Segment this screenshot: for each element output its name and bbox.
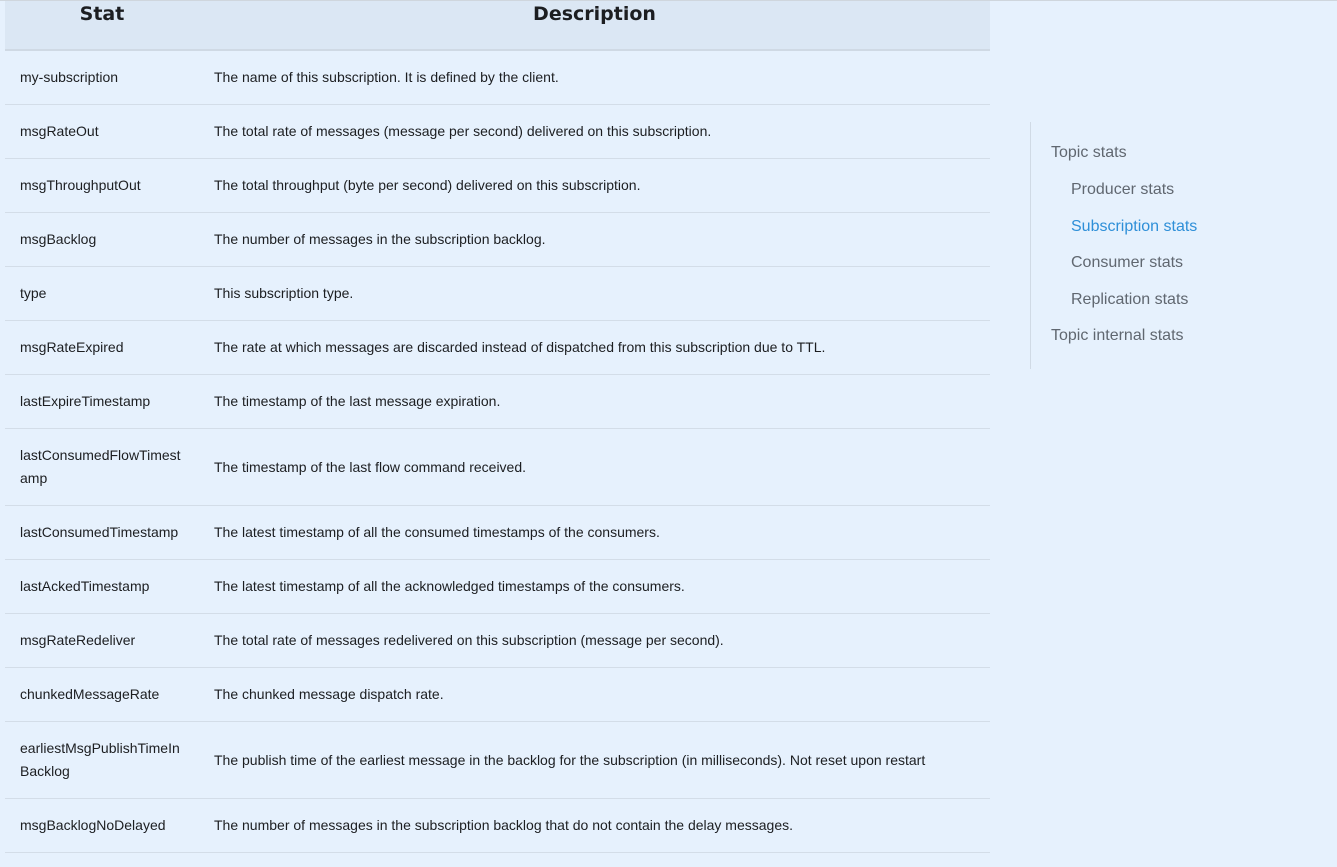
- table-of-contents: [1030, 122, 1330, 369]
- table-row: [5, 375, 990, 429]
- description-cell: This subscription type.: [199, 267, 990, 321]
- description-cell: The timestamp of the last flow command received.: [199, 429, 990, 506]
- table-header-row: [5, 1, 990, 50]
- description-cell: The publish time of the earliest message in the backlog for the subscription (in milliseconds). Not reset upon restart: [199, 722, 990, 799]
- stat-cell: lastExpireTimestamp: [5, 375, 199, 429]
- stat-cell: msgBacklog: [5, 213, 199, 267]
- toc-item-topic-internal-stats[interactable]: Topic internal stats: [1051, 327, 1184, 344]
- stat-cell: msgRateOut: [5, 105, 199, 159]
- stat-cell: type: [5, 267, 199, 321]
- table-row: [5, 159, 990, 213]
- table-row: [5, 429, 990, 506]
- stat-cell: msgRateRedeliver: [5, 614, 199, 668]
- table-row: [5, 614, 990, 668]
- subscription-stats-table: [5, 1, 990, 853]
- toc-item-consumer-stats[interactable]: Consumer stats: [1071, 254, 1184, 271]
- table-row: [5, 267, 990, 321]
- toc-item-replication-stats[interactable]: Replication stats: [1071, 291, 1189, 308]
- stat-cell: lastConsumedTimestamp: [5, 506, 199, 560]
- table-row: [5, 50, 990, 105]
- table-row: [5, 799, 990, 853]
- description-cell: The number of messages in the subscription backlog that do not contain the delay messages.: [199, 799, 990, 853]
- header-description: Description: [199, 1, 990, 50]
- description-cell: The rate at which messages are discarded instead of dispatched from this subscription due to TTL.: [199, 321, 990, 375]
- toc-item-subscription-stats[interactable]: Subscription stats: [1071, 218, 1198, 235]
- table-row: [5, 105, 990, 159]
- table-row: [5, 722, 990, 799]
- table-row: [5, 560, 990, 614]
- stat-cell: msgThroughputOut: [5, 159, 199, 213]
- description-cell: The timestamp of the last message expiration.: [199, 375, 990, 429]
- toc-item-producer-stats[interactable]: Producer stats: [1071, 181, 1175, 198]
- description-cell: The chunked message dispatch rate.: [199, 668, 990, 722]
- table-row: [5, 321, 990, 375]
- table-row: [5, 668, 990, 722]
- description-cell: The name of this subscription. It is defined by the client.: [199, 50, 990, 105]
- stat-cell: chunkedMessageRate: [5, 668, 199, 722]
- stat-cell: my-subscription: [5, 50, 199, 105]
- description-cell: The total rate of messages (message per second) delivered on this subscription.: [199, 105, 990, 159]
- table-row: [5, 506, 990, 560]
- description-cell: The latest timestamp of all the consumed timestamps of the consumers.: [199, 506, 990, 560]
- stat-cell: msgBacklogNoDelayed: [5, 799, 199, 853]
- header-stat: Stat: [5, 1, 199, 50]
- description-cell: The total throughput (byte per second) delivered on this subscription.: [199, 159, 990, 213]
- description-cell: The total rate of messages redelivered on this subscription (message per second).: [199, 614, 990, 668]
- description-cell: The latest timestamp of all the acknowledged timestamps of the consumers.: [199, 560, 990, 614]
- description-cell: The number of messages in the subscription backlog.: [199, 213, 990, 267]
- stat-cell: lastConsumedFlowTimestamp: [5, 429, 199, 506]
- stat-cell: earliestMsgPublishTimeInBacklog: [5, 722, 199, 799]
- toc-item-topic-stats[interactable]: Topic stats: [1051, 144, 1127, 161]
- table-row: [5, 213, 990, 267]
- stat-cell: lastAckedTimestamp: [5, 560, 199, 614]
- stat-cell: msgRateExpired: [5, 321, 199, 375]
- stats-table: [5, 1, 990, 853]
